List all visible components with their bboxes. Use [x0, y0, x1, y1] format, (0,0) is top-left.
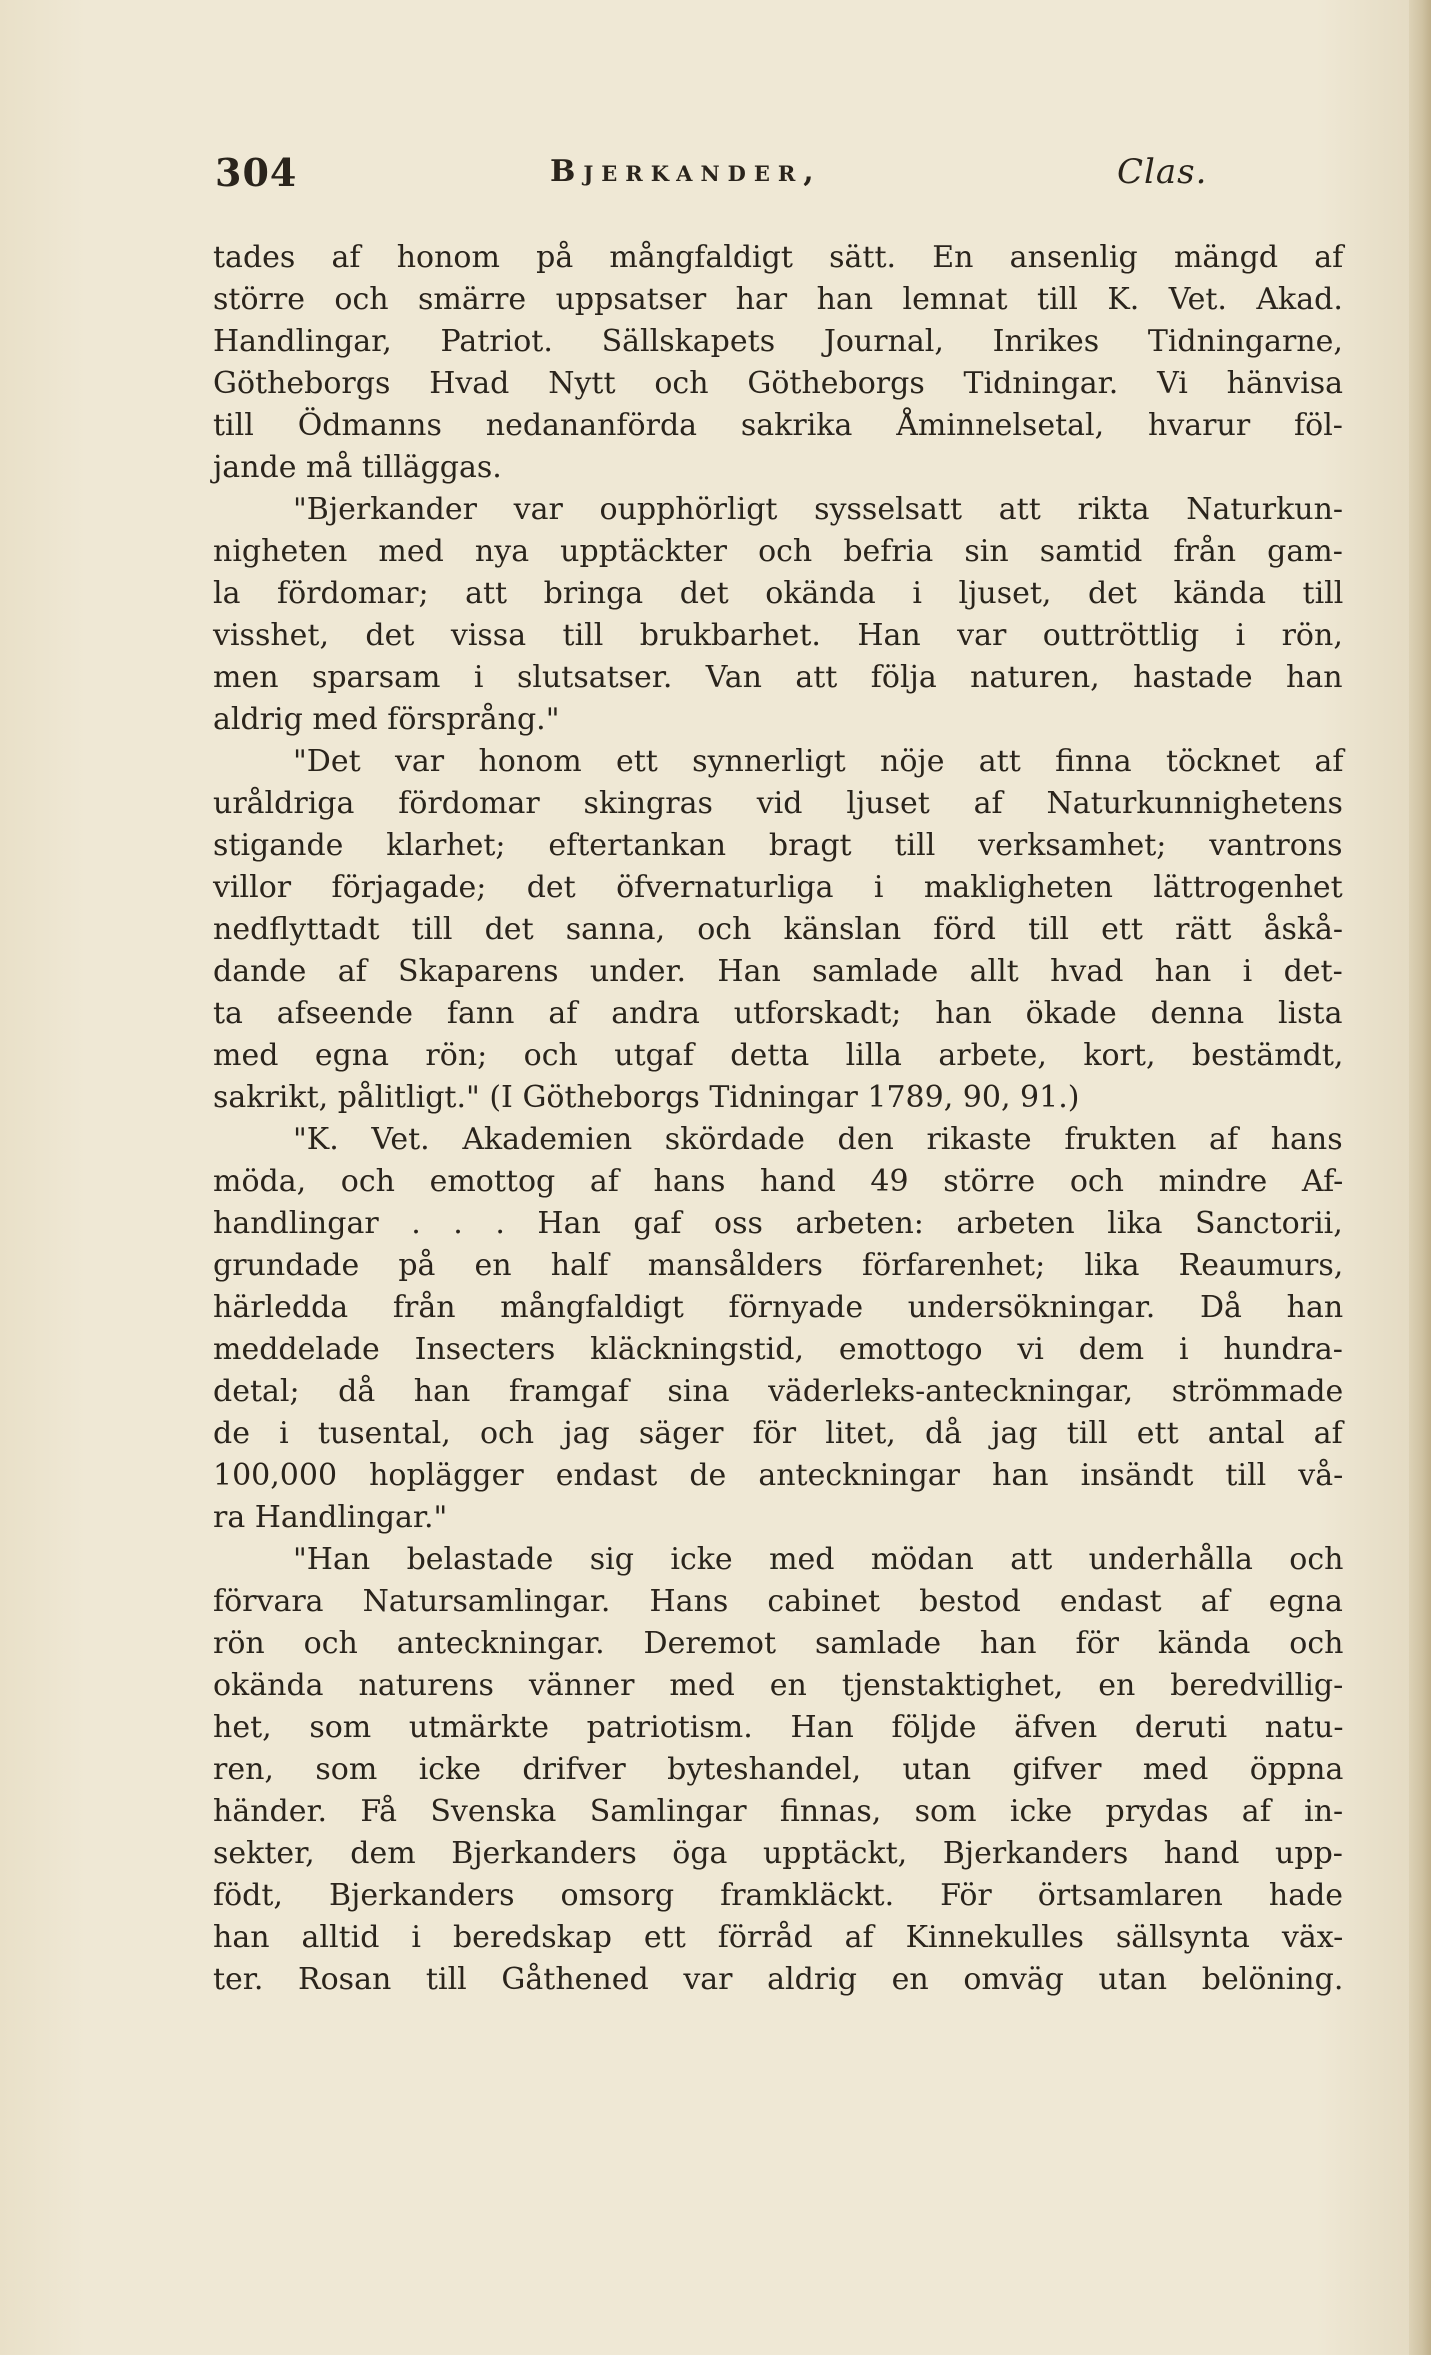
text-line: med egna rön; och utgaf detta lilla arbete, kort, bestämdt, [213, 1038, 1344, 1073]
page-header [215, 150, 1345, 200]
text-line: men sparsam i slutsatser. Van att följa naturen, hastade han [213, 660, 1343, 695]
text-line: nedflyttadt till det sanna, och känslan förd till ett rätt åskå- [213, 912, 1344, 947]
text-line: handlingar . . . Han gaf oss arbeten: arbeten lika Sanctorii, [213, 1206, 1343, 1241]
text-line: förvara Natursamlingar. Hans cabinet bestod endast af egna [213, 1584, 1343, 1619]
text-line: grundade på en half mansålders förfarenhet; lika Reaumurs, [213, 1248, 1344, 1283]
text-line: uråldriga fördomar skingras vid ljuset af Naturkunnighetens [213, 786, 1343, 821]
text-line: stigande klarhet; eftertankan bragt till verksamhet; vantrons [213, 828, 1343, 863]
text-line: rön och anteckningar. Deremot samlade han för kända och [213, 1626, 1344, 1661]
text-line: aldrig med försprång." [213, 702, 560, 737]
text-line: ren, som icke drifver byteshandel, utan gifver med öppna [213, 1752, 1344, 1787]
text-line: villor förjagade; det öfvernaturliga i makligheten lättrogenhet [213, 870, 1343, 905]
text-line: tades af honom på mångfaldigt sätt. En ansenlig mängd af [213, 240, 1344, 275]
text-line: större och smärre uppsatser har han lemnat till K. Vet. Akad. [213, 282, 1343, 317]
text-line: de i tusental, och jag säger för litet, då jag till ett antal af [213, 1416, 1343, 1451]
text-line: detal; då han framgaf sina väderleks-anteckningar, strömmade [213, 1374, 1344, 1409]
page-number: 304 [215, 150, 298, 195]
text-line: Götheborgs Hvad Nytt och Götheborgs Tidningar. Vi hänvisa [213, 366, 1344, 401]
text-line: ta afseende fann af andra utforskadt; han ökade denna lista [213, 996, 1343, 1031]
text-line: "Han belastade sig icke med mödan att underhålla och [293, 1542, 1344, 1577]
text-line: okända naturens vänner med en tjenstaktighet, en beredvillig- [213, 1668, 1344, 1703]
text-line: nigheten med nya upptäckter och befria sin samtid från gam- [213, 534, 1343, 569]
text-line: visshet, det vissa till brukbarhet. Han var outtröttlig i rön, [213, 618, 1343, 653]
text-line: meddelade Insecters kläckningstid, emottogo vi dem i hundra- [213, 1332, 1343, 1367]
text-line: han alltid i beredskap ett förråd af Kinnekulles sällsynta väx- [213, 1920, 1344, 1955]
text-line: ter. Rosan till Gåthened var aldrig en omväg utan belöning. [213, 1962, 1344, 1997]
text-line: la fördomar; att bringa det okända i ljuset, det kända till [213, 576, 1344, 611]
text-line: ra Handlingar." [213, 1500, 448, 1535]
text-line: 100,000 hoplägger endast de anteckningar han insändt till vå- [213, 1458, 1344, 1493]
page-edge [1409, 0, 1431, 2355]
text-line: sakrikt, pålitligt." (I Götheborgs Tidningar 1789, 90, 91.) [213, 1080, 1080, 1115]
text-line: "Det var honom ett synnerligt nöje att finna töcknet af [293, 744, 1344, 779]
running-head-italic: Clas. [1117, 152, 1208, 192]
running-head: Bjerkander, [550, 154, 822, 189]
text-line: händer. Få Svenska Samlingar finnas, som icke prydas af in- [213, 1794, 1344, 1829]
text-line: härledda från mångfaldigt förnyade undersökningar. Då han [213, 1290, 1344, 1325]
text-line: sekter, dem Bjerkanders öga upptäckt, Bjerkanders hand upp- [213, 1836, 1343, 1871]
text-line: jande må tilläggas. [213, 450, 502, 485]
text-line: dande af Skaparens under. Han samlade allt hvad han i det- [213, 954, 1343, 989]
text-line: het, som utmärkte patriotism. Han följde äfven deruti natu- [213, 1710, 1344, 1745]
text-line: födt, Bjerkanders omsorg framkläckt. För örtsamlaren hade [213, 1878, 1344, 1913]
text-line: "K. Vet. Akademien skördade den rikaste frukten af hans [293, 1122, 1343, 1157]
text-line: Handlingar, Patriot. Sällskapets Journal, Inrikes Tidningarne, [213, 324, 1343, 359]
text-line: till Ödmanns nedananförda sakrika Åminnelsetal, hvarur föl- [213, 408, 1343, 443]
text-line: "Bjerkander var oupphörligt sysselsatt att rikta Naturkun- [293, 492, 1344, 527]
text-line: möda, och emottog af hans hand 49 större och mindre Af- [213, 1164, 1344, 1199]
